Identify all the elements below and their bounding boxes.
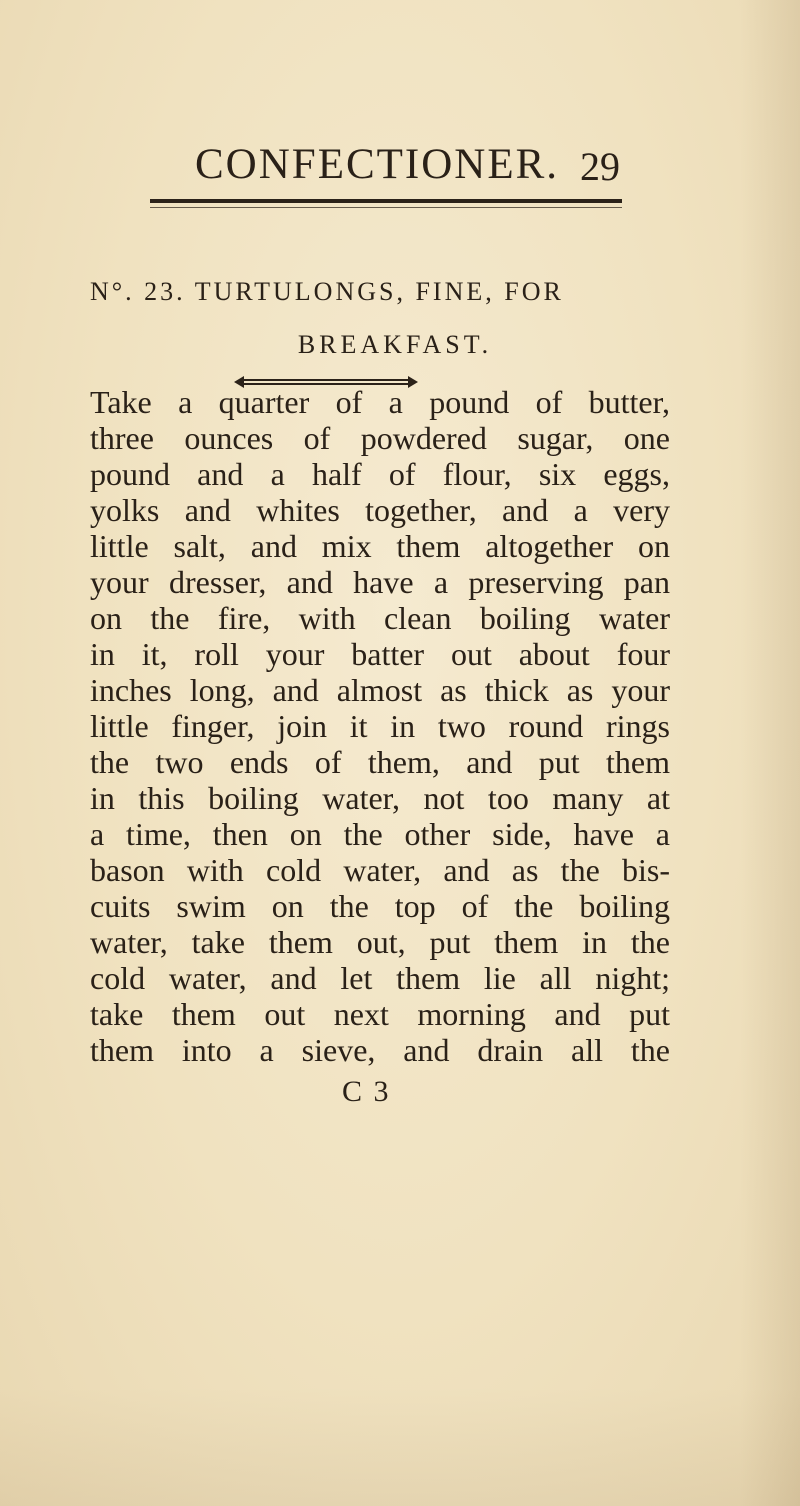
text-line: take them out next morning and put bbox=[90, 996, 670, 1032]
text-line: inches long, and almost as thick as your bbox=[90, 672, 670, 708]
text-line: three ounces of powdered sugar, one bbox=[90, 420, 670, 456]
text-line: in it, roll your batter out about four bbox=[90, 636, 670, 672]
text-line: in this boiling water, not too many at bbox=[90, 780, 670, 816]
page-edge-shadow bbox=[740, 0, 800, 1506]
text-line: them into a sieve, and drain all the bbox=[90, 1032, 670, 1068]
recipe-heading-line2: BREAKFAST. bbox=[297, 330, 493, 359]
text-line: the two ends of them, and put them bbox=[90, 744, 670, 780]
text-line: a time, then on the other side, have a bbox=[90, 816, 670, 852]
text-line: little salt, and mix them altogether on bbox=[90, 528, 670, 564]
text-line: little finger, join it in two round rings bbox=[90, 708, 670, 744]
text-line: pound and a half of flour, six eggs, bbox=[90, 456, 670, 492]
text-line: yolks and whites together, and a very bbox=[90, 492, 670, 528]
text-line: your dresser, and have a preserving pan bbox=[90, 564, 670, 600]
page-bottom-shadow bbox=[0, 1386, 800, 1506]
text-line: cuits swim on the top of the boiling bbox=[90, 888, 670, 924]
running-head bbox=[0, 140, 800, 190]
header-rule-thin bbox=[150, 207, 622, 208]
header-rule bbox=[150, 199, 622, 203]
text-line: bason with cold water, and as the bis- bbox=[90, 852, 670, 888]
text-line: water, take them out, put them in the bbox=[90, 924, 670, 960]
page-number: 29 bbox=[580, 144, 620, 189]
text-line: on the fire, with clean boiling water bbox=[90, 600, 670, 636]
text-line: cold water, and let them lie all night; bbox=[90, 960, 670, 996]
recipe-heading-line1: N°. 23. TURTULONGS, FINE, FOR bbox=[90, 277, 564, 306]
recipe-heading bbox=[90, 272, 650, 312]
text-line: Take a quarter of a pound of butter, bbox=[90, 384, 670, 420]
signature-mark: C 3 bbox=[342, 1075, 391, 1108]
running-title: CONFECTIONER. bbox=[195, 141, 560, 188]
